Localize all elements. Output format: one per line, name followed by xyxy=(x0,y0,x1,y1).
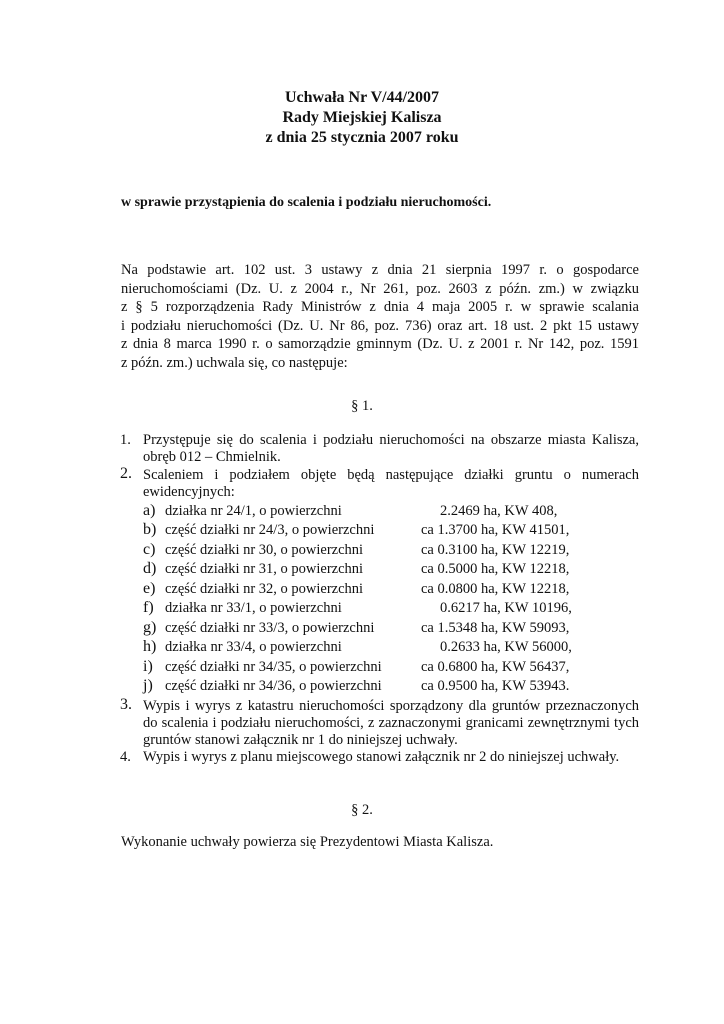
plot-letter: i) xyxy=(143,658,153,675)
item-1-text xyxy=(143,432,639,466)
plot-area: 0.6217 ha, KW 10196, xyxy=(440,600,572,616)
preamble xyxy=(121,261,639,373)
plot-letter: b) xyxy=(143,521,157,538)
item-line: Scaleniem i podziałem objęte będą następujące działki gruntu o numerach xyxy=(143,467,639,483)
plot-letter: j) xyxy=(143,677,153,694)
item-4-text: Wypis i wyrys z planu miejscowego stanowi załącznik nr 2 do niniejszej uchwały. xyxy=(143,749,620,765)
section-2-heading: § 2. xyxy=(351,802,373,818)
plot-name: działka nr 33/1, o powierzchni xyxy=(165,600,342,616)
item-line: obręb 012 – Chmielnik. xyxy=(143,449,281,465)
plot-name: część działki nr 34/35, o powierzchni xyxy=(165,659,382,675)
plot-letter: e) xyxy=(143,580,156,597)
resolution-date: z dnia 25 stycznia 2007 roku xyxy=(265,129,459,146)
plot-area: ca 0.9500 ha, KW 53943. xyxy=(421,678,570,694)
item-number: 2. xyxy=(120,465,132,482)
preamble-line: i podziału nieruchomości (Dz. U. Nr 86, poz. 736) oraz art. 18 ust. 2 pkt 15 ustawy xyxy=(121,317,639,334)
plot-letter: c) xyxy=(143,541,156,558)
preamble-line: z § 5 rozporządzenia Rady Ministrów z dnia 4 maja 2005 r. w sprawie scalania xyxy=(121,299,639,316)
plot-area: ca 0.3100 ha, KW 12219, xyxy=(421,542,570,558)
plot-name: część działki nr 31, o powierzchni xyxy=(165,561,364,577)
plot-letter: h) xyxy=(143,638,157,655)
item-2-text xyxy=(143,467,639,501)
plot-area: ca 1.5348 ha, KW 59093, xyxy=(421,620,570,636)
item-number: 4. xyxy=(120,749,131,765)
preamble-line: nieruchomościami (Dz. U. z 2004 r., Nr 261, poz. 2603 z późn. zm.) w związku xyxy=(121,280,639,297)
plot-name: działka nr 24/1, o powierzchni xyxy=(165,503,342,519)
item-3-text xyxy=(143,698,639,749)
item-line: Przystępuje się do scalenia i podziału nieruchomości na obszarze miasta Kalisza, xyxy=(143,432,639,448)
plot-name: część działki nr 34/36, o powierzchni xyxy=(165,678,382,694)
council-name: Rady Miejskiej Kalisza xyxy=(282,109,442,126)
plot-area: ca 0.5000 ha, KW 12218, xyxy=(421,561,570,577)
plot-name: część działki nr 30, o powierzchni xyxy=(165,542,364,558)
plot-letter: d) xyxy=(143,560,157,577)
plot-area: ca 0.0800 ha, KW 12218, xyxy=(421,581,570,597)
plot-name: część działki nr 32, o powierzchni xyxy=(165,581,364,597)
plot-area: 0.2633 ha, KW 56000, xyxy=(440,639,572,655)
item-line: ewidencyjnych: xyxy=(143,484,235,500)
plot-area: ca 1.3700 ha, KW 41501, xyxy=(421,522,570,538)
plot-name: część działki nr 24/3, o powierzchni xyxy=(165,522,375,538)
preamble-line: Na podstawie art. 102 ust. 3 ustawy z dnia 21 sierpnia 1997 r. o gospodarce xyxy=(121,262,639,278)
section-1-heading: § 1. xyxy=(351,398,373,414)
closing-statement: Wykonanie uchwały powierza się Prezydentowi Miasta Kalisza. xyxy=(121,834,494,850)
plot-name: część działki nr 33/3, o powierzchni xyxy=(165,620,375,636)
plot-area: ca 0.6800 ha, KW 56437, xyxy=(421,659,570,675)
resolution-subject: w sprawie przystąpienia do scalenia i podziału nieruchomości. xyxy=(121,195,492,210)
resolution-number: Uchwała Nr V/44/2007 xyxy=(284,89,440,106)
item-line: Wypis i wyrys z katastru nieruchomości sporządzony dla gruntów przeznaczonych xyxy=(143,698,639,714)
plot-area: 2.2469 ha, KW 408, xyxy=(440,503,558,519)
plot-letter: f) xyxy=(143,599,154,616)
plot-letter: g) xyxy=(143,619,157,636)
preamble-line: z dnia 8 marca 1990 r. o samorządzie gminnym (Dz. U. z 2001 r. Nr 142, poz. 1591 xyxy=(121,336,639,353)
plot-name: działka nr 33/4, o powierzchni xyxy=(165,639,342,655)
plot-letter: a) xyxy=(143,502,156,519)
item-line: do scalenia i podziału nieruchomości, z zaznaczonymi granicami zewnętrznymi tych xyxy=(143,715,639,731)
preamble-line: z późn. zm.) uchwala się, co następuje: xyxy=(121,354,348,371)
item-number: 1. xyxy=(120,432,131,448)
item-number: 3. xyxy=(120,696,132,713)
item-line: gruntów stanowi załącznik nr 1 do niniejszej uchwały. xyxy=(143,732,458,748)
